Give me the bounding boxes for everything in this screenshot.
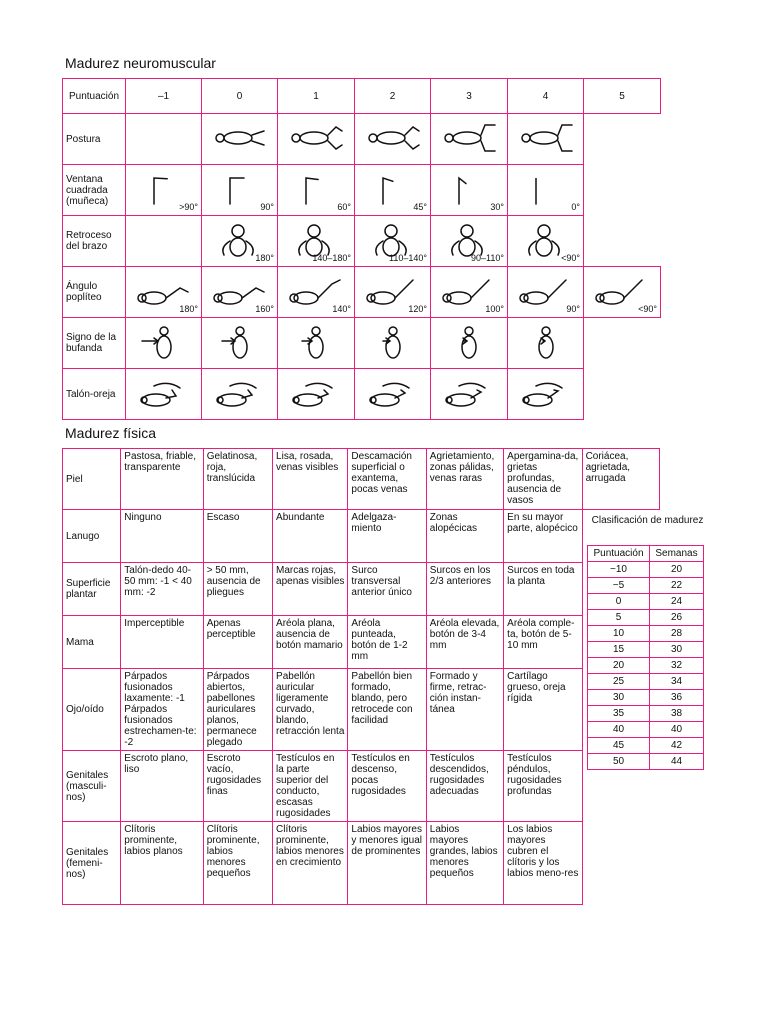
criterion-cell: Pabellón bien formado, blando, pero retrocede con facilidad [348,669,426,751]
sign-cell [202,267,278,318]
weeks-cell: 42 [650,738,704,754]
row-label: Piel [63,449,121,510]
heel-ear-icon [437,376,501,412]
score-cell: 5 [588,610,650,626]
sign-cell [431,165,508,216]
criterion-cell: Surcos en toda la planta [504,563,582,616]
sign-cell [278,267,355,318]
sign-cell [508,267,584,318]
sign-cell [126,114,202,165]
header-cell: 3 [431,79,508,114]
criterion-cell: Aréola punteada, botón de 1-2 mm [348,616,426,669]
weeks-cell: 26 [650,610,704,626]
row-label: Genitales (femeni-nos) [63,822,121,905]
neuro-title: Madurez neuromuscular [65,55,216,71]
score-cell: 15 [588,642,650,658]
table-row [588,658,704,674]
classification-table [587,545,704,770]
sign-cell [278,318,355,369]
sign-cell [431,267,508,318]
row-label: Lanugo [63,510,121,563]
criterion-cell: Zonas alopécicas [426,510,503,563]
row-label: Superficie plantar [63,563,121,616]
angle-label: 180° [179,304,198,314]
angle-label: >90° [179,202,198,212]
criterion-cell: Aréola plana, ausencia de botón mamario [273,616,348,669]
sign-cell [355,267,431,318]
weeks-cell: 34 [650,674,704,690]
weeks-cell: 22 [650,578,704,594]
sign-cell [355,114,431,165]
scarf-sign-icon [514,325,578,361]
posture-3-icon [437,121,501,157]
table-row [588,610,704,626]
empty-cell [584,318,661,369]
table-row [63,165,661,216]
sign-cell [431,369,508,420]
score-cell: −5 [588,578,650,594]
criterion-cell: Descamación superficial o exantema, pocas venas [348,449,426,510]
row-label: Ángulo poplíteo [63,267,126,318]
heel-ear-icon [284,376,348,412]
scarf-sign-icon [361,325,425,361]
angle-label: 30° [490,202,504,212]
criterion-cell: Testículos descendidos, rugosidades adecuadas [426,751,503,822]
posture-0-icon [208,121,272,157]
sign-cell [126,318,202,369]
sign-cell [431,318,508,369]
physical-maturity-table [62,448,660,905]
angle-label: 45° [413,202,427,212]
weeks-cell: 24 [650,594,704,610]
sign-cell [431,114,508,165]
table-row [588,690,704,706]
sign-cell [202,318,278,369]
criterion-cell: Aréola elevada, botón de 3-4 mm [426,616,503,669]
table-row [588,738,704,754]
criterion-cell: Cartílago grueso, oreja rígida [504,669,582,751]
row-label: Talón-oreja [63,369,126,420]
sign-cell [126,165,202,216]
criterion-cell: Gelatinosa, roja, translúcida [203,449,272,510]
row-label: Retroceso del brazo [63,216,126,267]
weeks-cell: 36 [650,690,704,706]
heel-ear-icon [514,376,578,412]
posture-4-icon [514,121,578,157]
score-cell: 45 [588,738,650,754]
table-row [63,369,661,420]
criterion-cell: Párpados abiertos, pabellones auriculares planos, permanece plegado [203,669,272,751]
header-cell: 0 [202,79,278,114]
angle-label: <90° [561,253,580,263]
sign-cell [202,369,278,420]
sign-cell [584,267,661,318]
score-cell: 40 [588,722,650,738]
sign-cell [202,165,278,216]
criterion-cell: Clítoris prominente, labios menores en crecimiento [273,822,348,905]
table-row [63,751,660,822]
table-row [63,449,660,510]
criterion-cell: Surcos en los 2/3 anteriores [426,563,503,616]
posture-2-icon [361,121,425,157]
header-cell: Puntuación [588,546,650,562]
criterion-cell: En su mayor parte, alopécico [504,510,582,563]
score-cell: 35 [588,706,650,722]
sign-cell [126,216,202,267]
sign-cell [278,165,355,216]
sign-cell [355,165,431,216]
weeks-cell: 20 [650,562,704,578]
criterion-cell: Clítoris prominente, labios menores pequeños [203,822,272,905]
header-cell: Puntuación [63,79,126,114]
table-row [588,578,704,594]
table-row [63,267,661,318]
classification-title: Clasificación de madurez [591,515,704,526]
weeks-cell: 40 [650,722,704,738]
angle-label: <90° [638,304,657,314]
angle-label: 0° [571,202,580,212]
score-cell: 10 [588,626,650,642]
score-cell: 0 [588,594,650,610]
table-row [63,822,660,905]
header-cell: Semanas [650,546,704,562]
criterion-cell: Abundante [273,510,348,563]
criterion-cell: Apenas perceptible [203,616,272,669]
angle-label: 60° [337,202,351,212]
empty-cell [582,822,659,905]
scarf-sign-icon [284,325,348,361]
criterion-cell: Imperceptible [121,616,203,669]
sign-cell [355,369,431,420]
sign-cell [278,369,355,420]
score-cell: 30 [588,690,650,706]
row-label: Ojo/oído [63,669,121,751]
sign-cell [202,216,278,267]
criterion-cell: Testículos en la parte superior del conducto, escasas rugosidades [273,751,348,822]
weeks-cell: 32 [650,658,704,674]
table-row [588,626,704,642]
sign-cell [126,267,202,318]
sign-cell [355,318,431,369]
angle-label: 100° [485,304,504,314]
criterion-cell: Pastosa, friable, transparente [121,449,203,510]
criterion-cell: > 50 mm, ausencia de pliegues [203,563,272,616]
criterion-cell: Clítoris prominente, labios planos [121,822,203,905]
weeks-cell: 28 [650,626,704,642]
criterion-cell: Aréola comple-ta, botón de 5-10 mm [504,616,582,669]
empty-cell [584,216,661,267]
criterion-cell: Talón-dedo 40-50 mm: -1 < 40 mm: -2 [121,563,203,616]
criterion-cell: Coriácea, agrietada, arrugada [582,449,659,510]
header-cell: –1 [126,79,202,114]
sign-cell [278,216,355,267]
criterion-cell: Lisa, rosada, venas visibles [273,449,348,510]
table-row [588,594,704,610]
criterion-cell: Formado y firme, retrac-ción instan-tánea [426,669,503,751]
angle-label: 180° [255,253,274,263]
row-label: Postura [63,114,126,165]
heel-ear-icon [132,376,196,412]
header-cell: 1 [278,79,355,114]
criterion-cell: Labios mayores grandes, labios menores pequeños [426,822,503,905]
table-row [63,510,660,563]
sign-cell [508,369,584,420]
scarf-sign-icon [208,325,272,361]
header-cell: 4 [508,79,584,114]
weeks-cell: 44 [650,754,704,770]
angle-label: 90–110° [471,253,504,263]
score-cell: 20 [588,658,650,674]
heel-ear-icon [208,376,272,412]
scarf-sign-icon [132,325,196,361]
score-cell: 25 [588,674,650,690]
criterion-cell: Los labios mayores cubren el clítoris y los labios meno-res [504,822,582,905]
angle-label: 140° [332,304,351,314]
score-cell: 50 [588,754,650,770]
criterion-cell: Marcas rojas, apenas visibles [273,563,348,616]
table-row [588,562,704,578]
weeks-cell: 38 [650,706,704,722]
weeks-cell: 30 [650,642,704,658]
criterion-cell: Agrietamiento, zonas pálidas, venas raras [426,449,503,510]
criterion-cell: Escroto vacío, rugosidades finas [203,751,272,822]
row-label: Genitales (masculi-nos) [63,751,121,822]
sign-cell [508,318,584,369]
angle-label: 90° [260,202,274,212]
table-row [63,114,661,165]
angle-label: 120° [408,304,427,314]
table-row [588,706,704,722]
sign-cell [202,114,278,165]
table-row [588,642,704,658]
score-cell: −10 [588,562,650,578]
table-row [63,616,660,669]
table-row [588,722,704,738]
empty-cell [584,369,661,420]
sign-cell [508,165,584,216]
angle-label: 90° [566,304,580,314]
criterion-cell: Escaso [203,510,272,563]
criterion-cell: Adelgaza-miento [348,510,426,563]
criterion-cell: Testículos péndulos, rugosidades profundas [504,751,582,822]
posture-1-icon [284,121,348,157]
row-label: Ventana cuadrada (muñeca) [63,165,126,216]
criterion-cell: Ninguno [121,510,203,563]
scarf-sign-icon [437,325,501,361]
header-cell: 5 [584,79,661,114]
criterion-cell: Apergamina-da, grietas profundas, ausencia de vasos [504,449,582,510]
criterion-cell: Testículos en descenso, pocas rugosidades [348,751,426,822]
sign-cell [126,369,202,420]
criterion-cell: Labios mayores y menores igual de prominentes [348,822,426,905]
criterion-cell: Escroto plano, liso [121,751,203,822]
criterion-cell: Surco transversal anterior único [348,563,426,616]
table-row [63,318,661,369]
table-row [63,669,660,751]
row-label: Mama [63,616,121,669]
table-row [63,216,661,267]
angle-label: 110–140° [389,253,427,263]
neuromuscular-table [62,78,661,420]
wrist-icon [514,172,578,208]
sign-cell [431,216,508,267]
empty-cell [584,165,661,216]
sign-cell [278,114,355,165]
table-row [588,674,704,690]
criterion-cell: Párpados fusionados laxamente: -1 Párpados fusionados estrechamen-te: -2 [121,669,203,751]
sign-cell [355,216,431,267]
empty-cell [584,114,661,165]
sign-cell [508,114,584,165]
row-label: Signo de la bufanda [63,318,126,369]
table-row [588,754,704,770]
sign-cell [508,216,584,267]
angle-label: 160° [255,304,274,314]
table-row [63,563,660,616]
header-cell: 2 [355,79,431,114]
angle-label: 140–180° [312,253,351,263]
criterion-cell: Pabellón auricular ligeramente curvado, blando, retracción lenta [273,669,348,751]
heel-ear-icon [361,376,425,412]
physical-title: Madurez física [65,425,157,441]
